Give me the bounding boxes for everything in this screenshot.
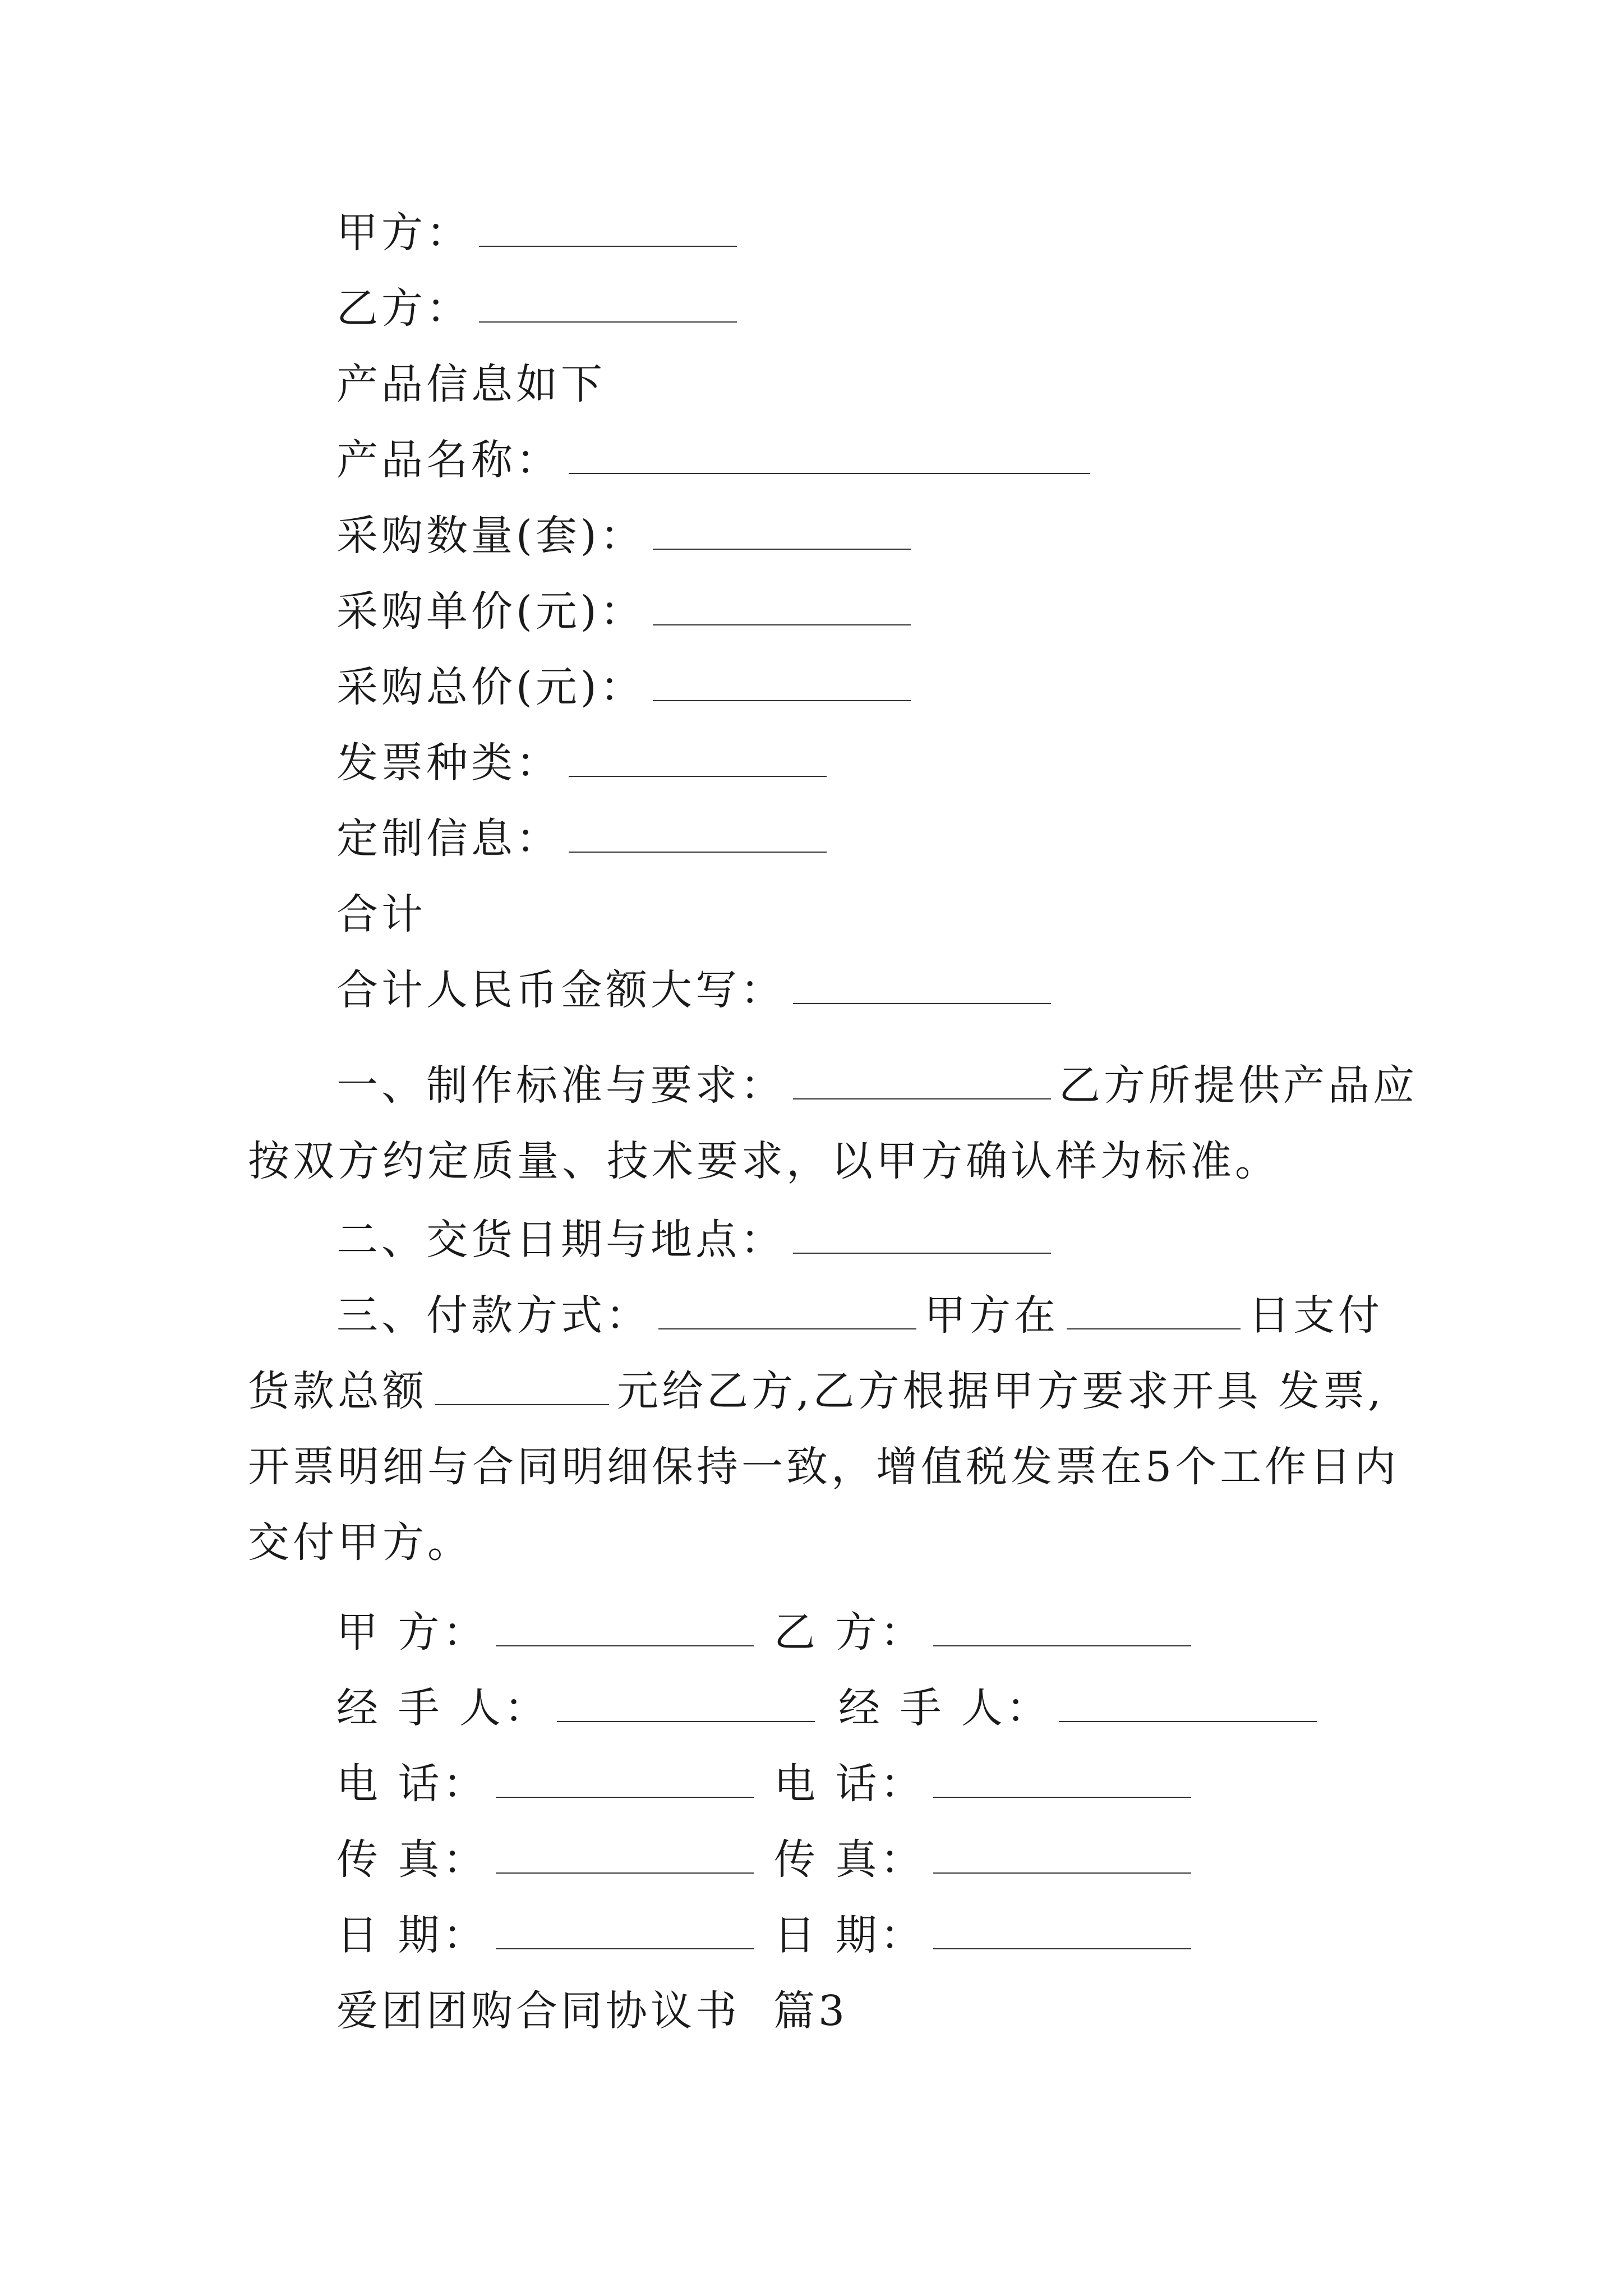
product-name-blank — [569, 464, 1090, 474]
clause3-line3: 开票明细与合同明细保持一致，增值税发票在5个工作日内 — [248, 1443, 1400, 1491]
clause3-line1 — [336, 1282, 1383, 1349]
clause1-line1 — [336, 1052, 1418, 1119]
clause3-mid: 甲方在 — [924, 1291, 1059, 1340]
party-b-line — [336, 275, 745, 342]
sig-a-date-blank — [496, 1940, 754, 1949]
total-price-blank — [653, 692, 911, 701]
sig-b-phone-blank — [933, 1788, 1191, 1798]
sig-a-phone: 电 话： — [336, 1750, 762, 1818]
unit-price-blank — [653, 616, 911, 625]
sig-b-date-blank — [933, 1940, 1191, 1949]
sig-a-fax-blank — [496, 1864, 754, 1874]
sig-a-party-blank — [496, 1637, 754, 1646]
invoice-type-line — [336, 729, 834, 797]
custom-info-blank — [569, 843, 827, 853]
custom-info-line — [336, 805, 834, 872]
party-a-label: 甲方： — [336, 209, 471, 257]
purchase-qty-line — [336, 502, 919, 569]
unit-price-line — [336, 578, 919, 645]
clause3-line2: 货款总额 元给乙方,乙方根据甲方要求开具 发票, — [248, 1367, 1385, 1415]
invoice-type-label: 发票种类： — [336, 739, 561, 787]
sig-a-date: 日 期： — [336, 1902, 762, 1969]
unit-price-label: 采购单价(元)： — [336, 587, 645, 636]
total-rmb-line — [336, 956, 1059, 1024]
total-rmb-blank — [793, 995, 1051, 1004]
sig-a-phone-blank — [496, 1788, 754, 1798]
clause2-blank — [793, 1244, 1051, 1254]
party-b-blank — [479, 313, 737, 323]
sig-b-fax: 传 真： — [774, 1826, 1199, 1893]
clause3-method-blank — [658, 1320, 916, 1329]
clause1-blank — [793, 1090, 1051, 1099]
product-name-line — [336, 426, 1098, 494]
purchase-qty-blank — [653, 540, 911, 550]
clause2-line — [336, 1206, 1059, 1273]
clause2-label: 二、交货日期与地点： — [336, 1216, 785, 1264]
clause3-amount-blank — [435, 1396, 609, 1405]
sig-a-party: 甲 方： — [336, 1599, 762, 1666]
sig-a-handler: 经 手 人： — [336, 1674, 823, 1742]
product-info-heading: 产品信息如下 — [336, 360, 606, 408]
sig-b-date: 日 期： — [774, 1902, 1199, 1969]
sig-b-phone: 电 话： — [774, 1750, 1199, 1818]
custom-info-label: 定制信息： — [336, 815, 561, 863]
sig-b-party: 乙 方： — [774, 1599, 1199, 1666]
clause3-label: 三、付款方式： — [336, 1291, 651, 1340]
clause3-day-blank — [1067, 1320, 1241, 1329]
total-rmb-label: 合计人民币金额大写： — [336, 966, 785, 1014]
party-b-label: 乙方： — [336, 284, 471, 333]
sig-b-handler: 经 手 人： — [838, 1674, 1325, 1742]
sig-b-fax-blank — [933, 1864, 1191, 1874]
total-price-label: 采购总价(元)： — [336, 663, 645, 711]
invoice-type-blank — [569, 767, 827, 777]
sig-b-party-blank — [933, 1637, 1191, 1646]
clause3-tail: 日支付 — [1248, 1291, 1383, 1340]
clause1-label: 一、制作标准与要求： — [336, 1061, 785, 1110]
total-heading: 合计 — [336, 890, 426, 938]
sig-a-fax: 传 真： — [336, 1826, 762, 1893]
next-section-title: 爱团团购合同协议书 篇3 — [336, 1987, 849, 2035]
party-a-blank — [479, 237, 737, 247]
clause1-tail: 乙方所提供产品应 — [1059, 1061, 1418, 1110]
party-a-line — [336, 199, 745, 266]
total-price-line — [336, 654, 919, 721]
clause3-line4: 交付甲方。 — [248, 1519, 472, 1567]
sig-a-handler-blank — [557, 1713, 815, 1722]
purchase-qty-label: 采购数量(套)： — [336, 512, 645, 560]
product-name-label: 产品名称： — [336, 436, 561, 484]
sig-b-handler-blank — [1059, 1713, 1317, 1722]
clause1-line2: 按双方约定质量、技术要求，以甲方确认样为标准。 — [248, 1137, 1280, 1185]
